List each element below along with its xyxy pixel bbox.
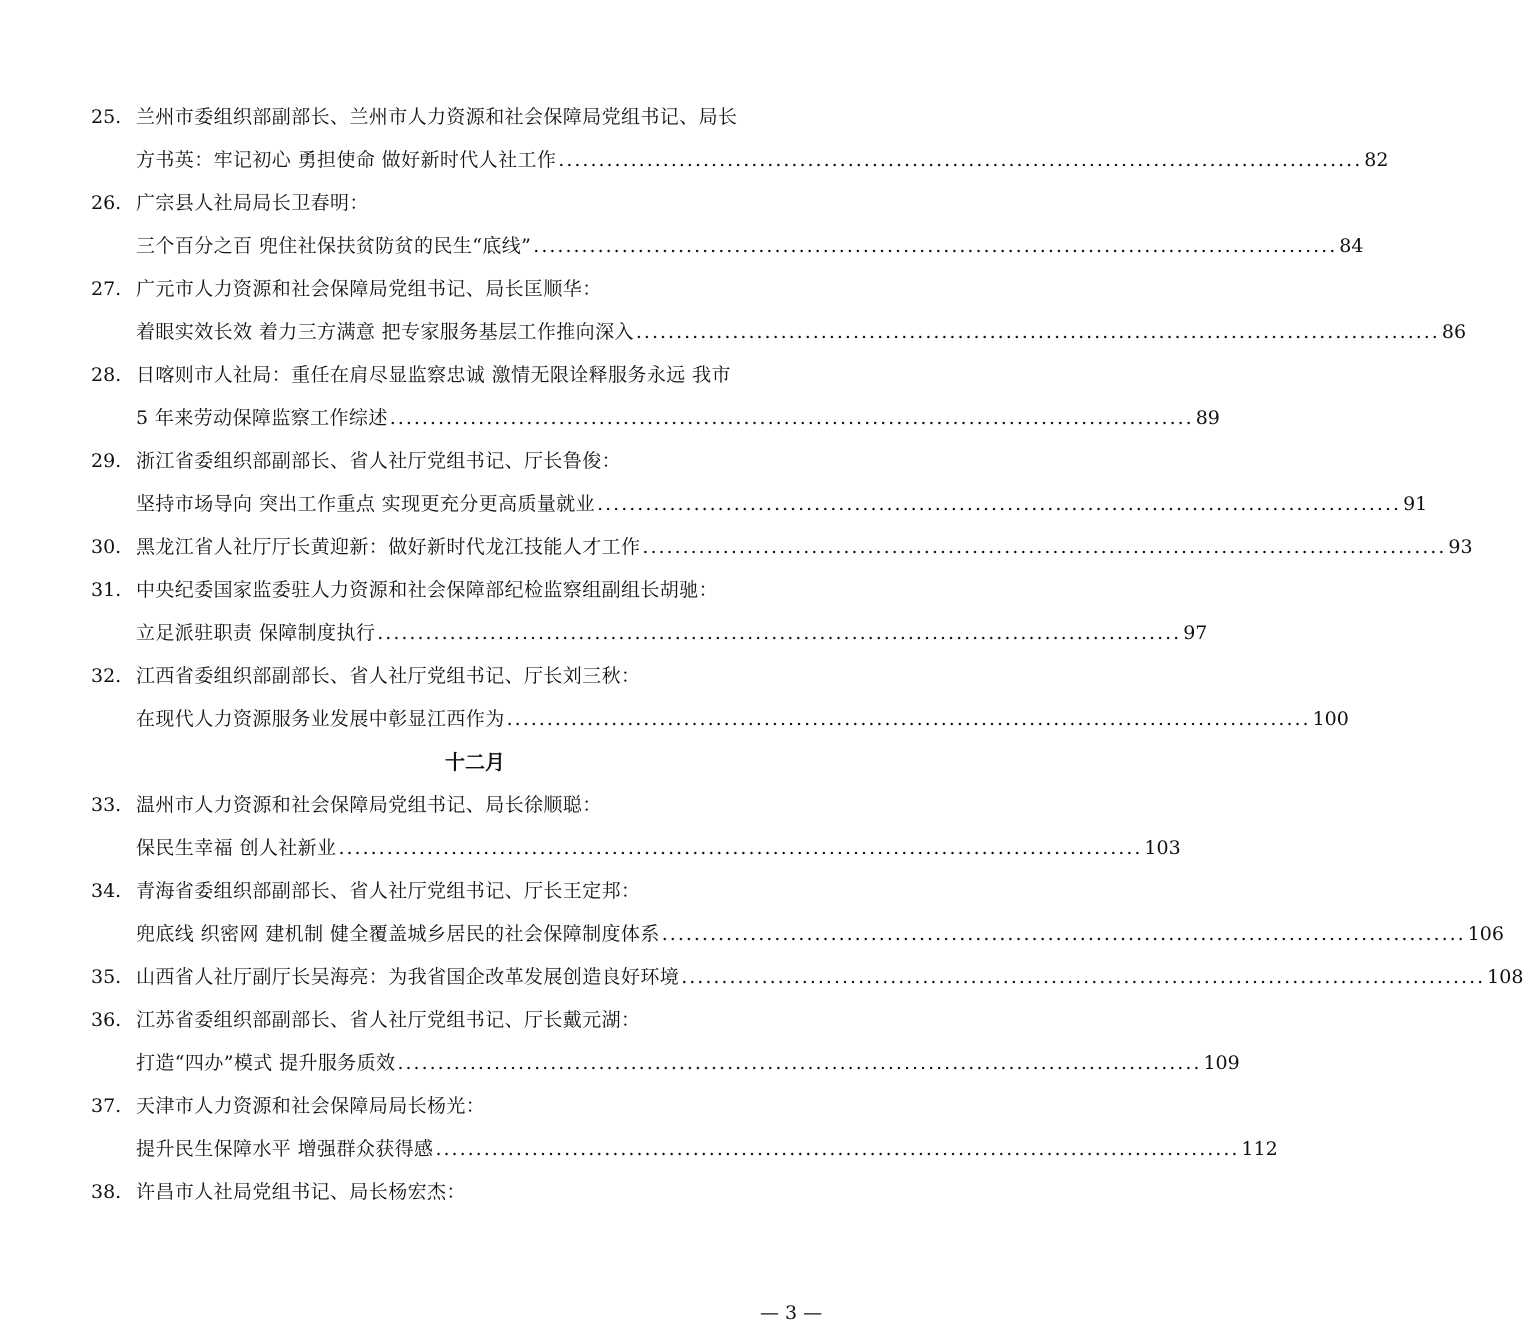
page-number: 82	[1364, 149, 1389, 171]
toc-entry-25-subtitle[interactable]	[0, 145, 1389, 175]
dot-leader: ....................................................................................................	[533, 235, 1338, 257]
dot-leader: ....................................................................................................	[597, 493, 1402, 515]
dot-leader: ....................................................................................................	[377, 622, 1182, 644]
entry-number: 36.	[91, 1009, 122, 1031]
entry-title: 黑龙江省人社厅厅长黄迎新：做好新时代龙江技能人才工作	[136, 536, 641, 558]
dot-leader: ....................................................................................................	[435, 1138, 1240, 1160]
entry-number: 34.	[91, 880, 122, 902]
toc-entry-30[interactable]	[0, 532, 1473, 562]
toc-entry-28-title	[0, 360, 950, 390]
entry-subtitle: 方书英：牢记初心 勇担使命 做好新时代人社工作	[136, 149, 557, 171]
toc-entry-29-title	[0, 446, 950, 476]
dot-leader: ....................................................................................................	[681, 966, 1486, 988]
toc-entry-26-title	[0, 188, 950, 218]
toc-entry-37-subtitle[interactable]	[0, 1134, 1278, 1164]
toc-entry-26-subtitle[interactable]	[0, 231, 1364, 261]
entry-subtitle: 着眼实效长效 着力三方满意 把专家服务基层工作推向深入	[136, 321, 634, 343]
entry-number: 33.	[91, 794, 122, 816]
dot-leader: ....................................................................................................	[397, 1052, 1202, 1074]
toc-entry-32-subtitle[interactable]	[0, 704, 1349, 734]
page-number: 97	[1183, 622, 1208, 644]
toc-entry-25-title	[0, 102, 950, 132]
entry-subtitle: 提升民生保障水平 增强群众获得感	[136, 1138, 434, 1160]
entry-subtitle: 保民生幸福 创人社新业	[136, 837, 337, 859]
toc-entry-33-title	[0, 790, 950, 820]
entry-number: 37.	[91, 1095, 122, 1117]
toc-entry-27-title	[0, 274, 950, 304]
toc-entry-36-subtitle[interactable]	[0, 1048, 1240, 1078]
entry-number: 35.	[91, 966, 122, 988]
dot-leader: ....................................................................................................	[389, 407, 1194, 429]
page-number: 103	[1144, 837, 1181, 859]
dot-leader: ....................................................................................................	[661, 923, 1466, 945]
entry-number: 32.	[91, 665, 122, 687]
entry-number: 26.	[91, 192, 122, 214]
entry-number: 27.	[91, 278, 122, 300]
toc-entry-28-subtitle[interactable]	[0, 403, 1220, 433]
page-number: 106	[1467, 923, 1504, 945]
entry-number: 25.	[91, 106, 122, 128]
toc-entry-36-title	[0, 1005, 950, 1035]
entry-title: 广宗县人社局局长卫春明：	[136, 192, 369, 214]
toc-entry-34-subtitle[interactable]	[0, 919, 1504, 949]
entry-title: 青海省委组织部副部长、省人社厅党组书记、厅长王定邦：	[136, 880, 641, 902]
entry-subtitle: 坚持市场导向 突出工作重点 实现更充分更高质量就业	[136, 493, 596, 515]
entry-title: 兰州市委组织部副部长、兰州市人力资源和社会保障局党组书记、局长	[136, 106, 738, 128]
entry-subtitle: 5 年来劳动保障监察工作综述	[136, 407, 388, 429]
dot-leader: ....................................................................................................	[338, 837, 1143, 859]
page-number: 89	[1195, 407, 1220, 429]
page-number: 91	[1403, 493, 1428, 515]
toc-entry-38-title	[0, 1177, 950, 1207]
toc-entry-31-subtitle[interactable]	[0, 618, 1208, 648]
page-number: 108	[1487, 966, 1523, 988]
entry-subtitle: 打造“四办”模式 提升服务质效	[136, 1052, 396, 1074]
entry-title: 天津市人力资源和社会保障局局长杨光：	[136, 1095, 486, 1117]
dot-leader: ....................................................................................................	[635, 321, 1440, 343]
toc-entry-33-subtitle[interactable]	[0, 833, 1181, 863]
entry-title: 日喀则市人社局：重任在肩尽显监察忠诚 激情无限诠释服务永远 我市	[136, 364, 731, 386]
entry-title: 浙江省委组织部副部长、省人社厅党组书记、厅长鲁俊：	[136, 450, 622, 472]
entry-number: 28.	[91, 364, 122, 386]
entry-number: 30.	[91, 536, 122, 558]
entry-title: 江西省委组织部副部长、省人社厅党组书记、厅长刘三秋：	[136, 665, 641, 687]
page-number: 100	[1312, 708, 1349, 730]
entry-subtitle: 在现代人力资源服务业发展中彰显江西作为	[136, 708, 505, 730]
toc-entry-27-subtitle[interactable]	[0, 317, 1467, 347]
toc-entry-35[interactable]	[0, 962, 1523, 992]
page-number: 84	[1339, 235, 1364, 257]
toc-entry-34-title	[0, 876, 950, 906]
entry-number: 31.	[91, 579, 122, 601]
dot-leader: ....................................................................................................	[642, 536, 1447, 558]
toc-entry-29-subtitle[interactable]	[0, 489, 1428, 519]
page-number: 93	[1448, 536, 1473, 558]
toc-entry-32-title	[0, 661, 950, 691]
entry-title: 江苏省委组织部副部长、省人社厅党组书记、厅长戴元湖：	[136, 1009, 641, 1031]
entry-subtitle: 立足派驻职责 保障制度执行	[136, 622, 376, 644]
entry-title: 山西省人社厅副厅长吴海亮：为我省国企改革发展创造良好环境	[136, 966, 680, 988]
dot-leader: ....................................................................................................	[558, 149, 1363, 171]
section-heading: 十二月	[445, 750, 505, 774]
page-number: 86	[1441, 321, 1467, 343]
page-number: 112	[1241, 1138, 1278, 1160]
entry-title: 许昌市人社局党组书记、局长杨宏杰：	[136, 1181, 466, 1203]
toc-entry-31-title	[0, 575, 950, 605]
entry-number: 38.	[91, 1181, 122, 1203]
entry-subtitle: 三个百分之百 兜住社保扶贫防贫的民生“底线”	[136, 235, 532, 257]
toc-entry-37-title	[0, 1091, 950, 1121]
page-number: 109	[1203, 1052, 1240, 1074]
entry-subtitle: 兜底线 织密网 建机制 健全覆盖城乡居民的社会保障制度体系	[136, 923, 660, 945]
entry-title: 中央纪委国家监委驻人力资源和社会保障部纪检监察组副组长胡驰：	[136, 579, 719, 601]
dot-leader: ....................................................................................................	[506, 708, 1311, 730]
entry-title: 温州市人力资源和社会保障局党组书记、局长徐顺聪：	[136, 794, 602, 816]
entry-title: 广元市人力资源和社会保障局党组书记、局长匡顺华：	[136, 278, 602, 300]
page-footer-number: — 3 —	[760, 1302, 823, 1324]
entry-number: 29.	[91, 450, 122, 472]
